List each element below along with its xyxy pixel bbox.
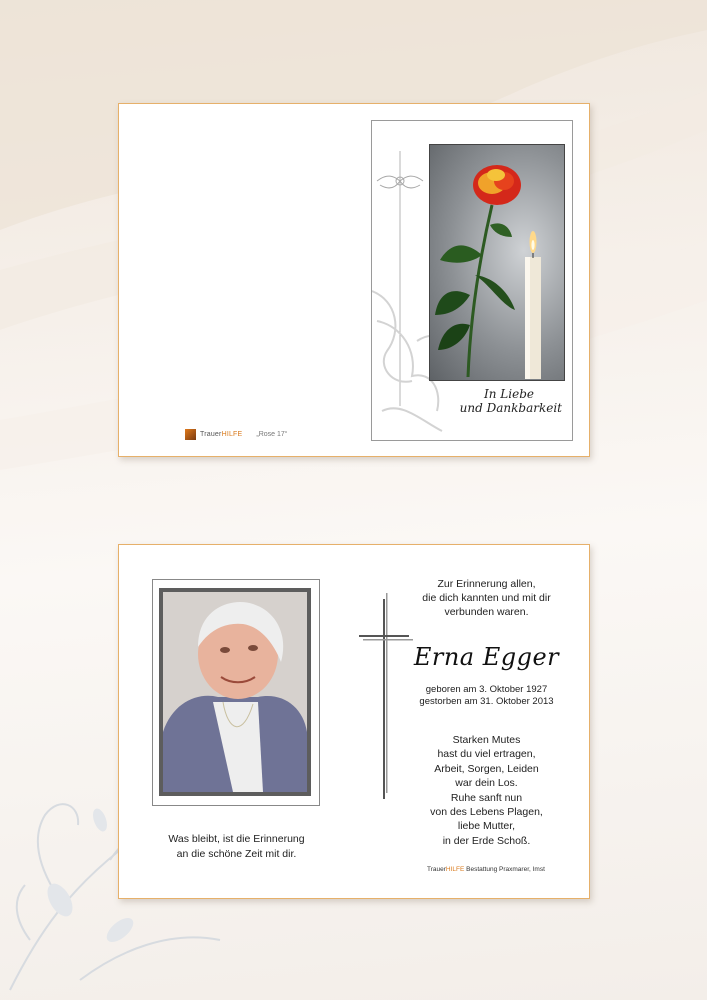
left-quote-line1: Was bleibt, ist die Erinnerung bbox=[168, 833, 305, 845]
poem-line: Starken Mutes bbox=[452, 734, 521, 746]
inside-card bbox=[118, 544, 590, 899]
portrait-mat bbox=[159, 588, 311, 796]
brand-logo-icon bbox=[185, 429, 196, 440]
brand-name-front bbox=[200, 431, 242, 438]
front-title bbox=[432, 387, 562, 415]
brand-logo-front bbox=[185, 427, 287, 441]
brand-suffix: HILFE bbox=[221, 430, 243, 438]
brand-suffix: HILFE bbox=[445, 866, 465, 873]
brand-footer-inside bbox=[427, 866, 545, 873]
poem-line: war dein Los. bbox=[455, 777, 518, 790]
front-card bbox=[118, 103, 590, 457]
front-cover-panel bbox=[371, 120, 573, 441]
deceased-name: Erna Egger bbox=[413, 643, 560, 671]
life-dates bbox=[399, 684, 574, 708]
brand-prefix: Trauer bbox=[427, 866, 446, 873]
funeral-home-name: Bestattung Praxmarer, Imst bbox=[464, 866, 545, 873]
brand-prefix: Trauer bbox=[200, 430, 222, 438]
poem-line: von des Lebens Plagen, bbox=[430, 806, 543, 819]
rose-candle-photo bbox=[429, 144, 565, 381]
front-title-line2: und Dankbarkeit bbox=[459, 401, 562, 415]
poem-line: Arbeit, Sorgen, Leiden bbox=[434, 762, 539, 775]
intro-text bbox=[399, 577, 574, 619]
poem bbox=[399, 733, 574, 848]
left-quote bbox=[139, 832, 334, 862]
design-code: „Rose 17“ bbox=[256, 430, 288, 438]
poem-line: Ruhe sanft nun bbox=[450, 791, 523, 804]
death-date: gestorben am 31. Oktober 2013 bbox=[419, 696, 554, 707]
portrait-photo bbox=[163, 592, 307, 792]
left-quote-line2: an die schöne Zeit mit dir. bbox=[176, 848, 297, 860]
poem-line: in der Erde Schoß. bbox=[442, 834, 531, 847]
front-title-line1: In Liebe bbox=[484, 387, 534, 401]
poem-line: hast du viel ertragen, bbox=[437, 748, 536, 761]
poem-line: liebe Mutter, bbox=[457, 820, 516, 833]
intro-line1: Zur Erinnerung allen, bbox=[437, 578, 536, 590]
portrait-frame bbox=[152, 579, 320, 806]
birth-date: geboren am 3. Oktober 1927 bbox=[425, 684, 548, 695]
intro-line2: die dich kannten und mit dir bbox=[422, 592, 551, 604]
intro-line3: verbunden waren. bbox=[444, 606, 529, 618]
